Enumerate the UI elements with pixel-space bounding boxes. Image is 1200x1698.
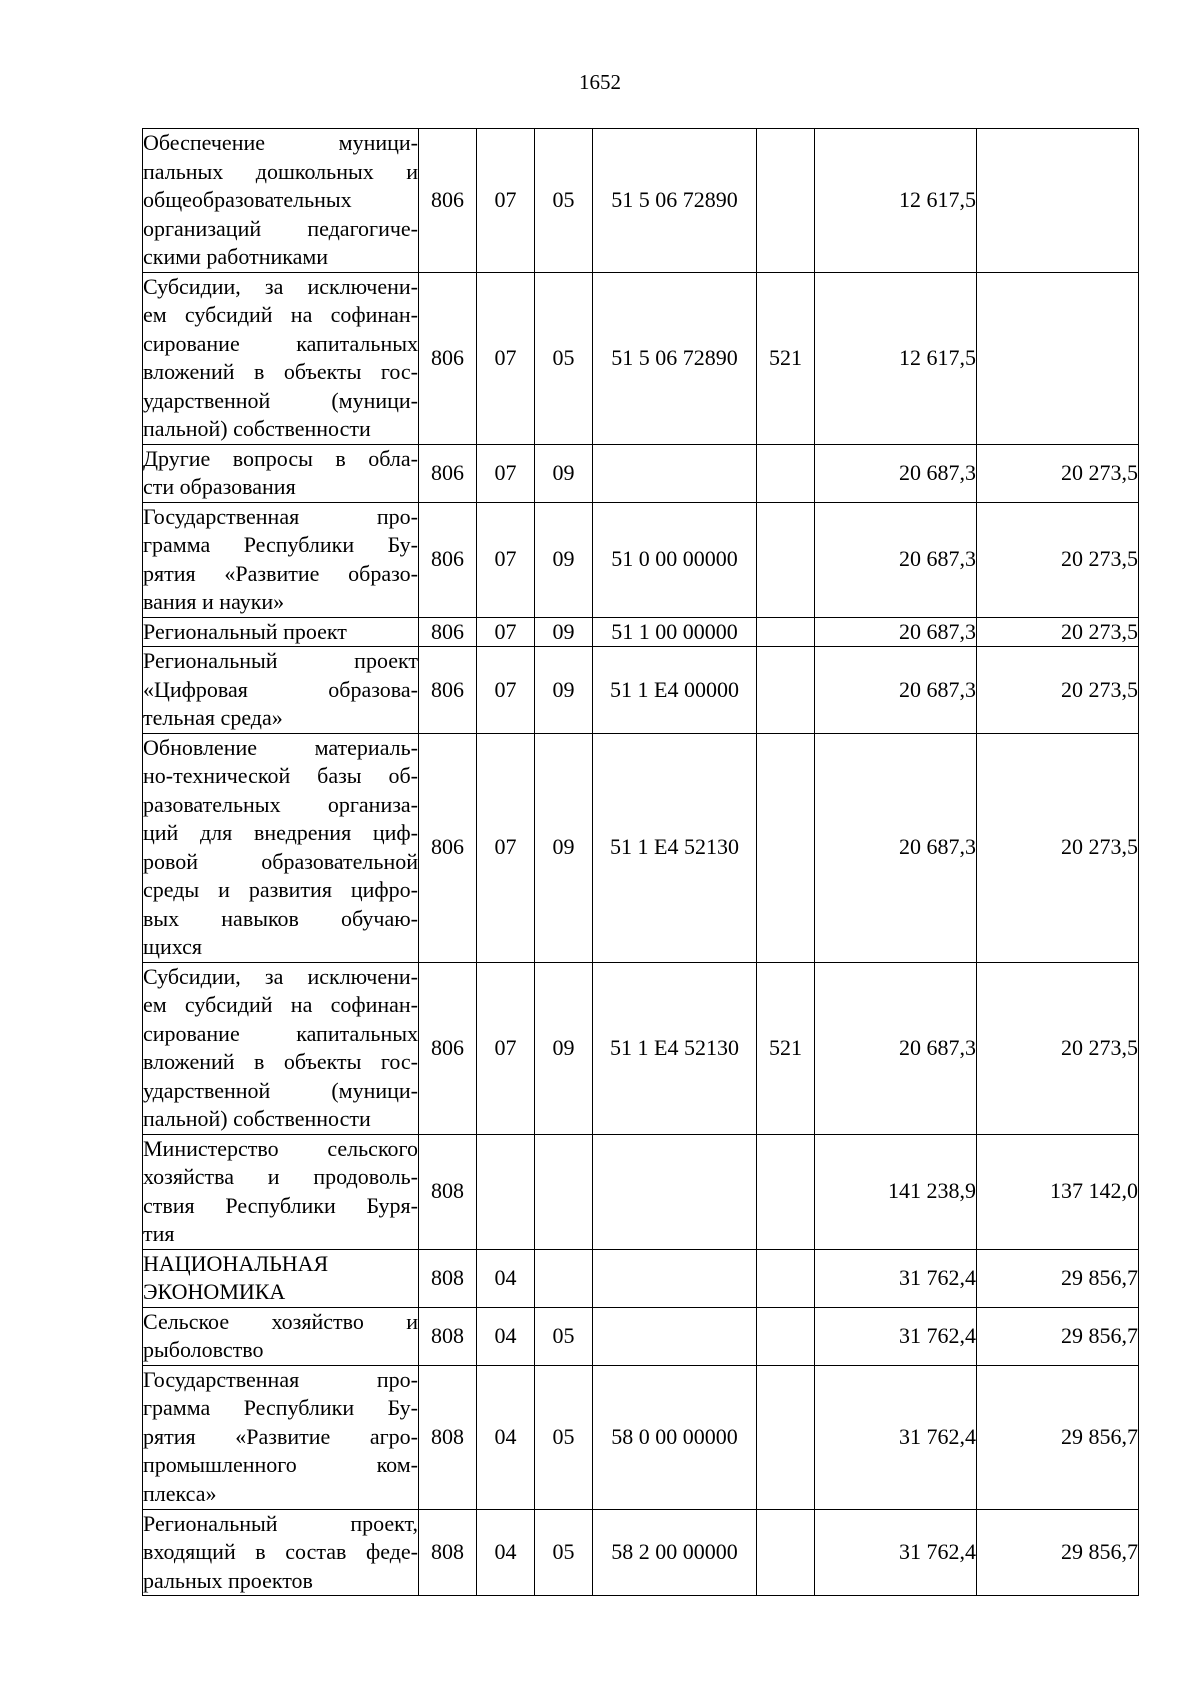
row-name-line: ударственной (муници- <box>143 387 418 413</box>
section-code: 07 <box>477 733 535 962</box>
expense-type-code <box>757 1365 815 1509</box>
row-name-line: Сельское хозяйство и <box>143 1308 418 1334</box>
row-name-line: тия <box>143 1221 175 1246</box>
amount-year-2: 20 273,5 <box>977 502 1139 617</box>
expense-type-code <box>757 733 815 962</box>
expense-type-code: 521 <box>757 962 815 1134</box>
section-code: 07 <box>477 502 535 617</box>
amount-year-2: 29 856,7 <box>977 1509 1139 1596</box>
row-name <box>143 1307 419 1365</box>
subsection-code: 05 <box>535 1365 593 1509</box>
expense-type-code <box>757 129 815 273</box>
table-row <box>143 647 1139 734</box>
row-name-line: ций для внедрения циф- <box>143 820 418 845</box>
row-name <box>143 962 419 1134</box>
row-name-line: Региональный проект <box>143 618 347 644</box>
target-article-code <box>593 444 757 502</box>
section-code: 04 <box>477 1307 535 1365</box>
target-article-code: 51 1 00 00000 <box>593 617 757 647</box>
row-name <box>143 617 419 647</box>
section-code: 04 <box>477 1365 535 1509</box>
row-name-line: «Цифровая образова- <box>143 676 418 702</box>
row-name-line: Обновление материаль- <box>143 734 418 760</box>
table-row <box>143 962 1139 1134</box>
subsection-code: 09 <box>535 502 593 617</box>
subsection-code <box>535 1134 593 1249</box>
row-name-line: вых навыков обучаю- <box>143 905 418 931</box>
expense-type-code <box>757 647 815 734</box>
expense-type-code: 521 <box>757 272 815 444</box>
ministry-code: 806 <box>419 962 477 1134</box>
amount-year-1: 31 762,4 <box>815 1365 977 1509</box>
amount-year-1: 20 687,3 <box>815 444 977 502</box>
row-name-line: плекса» <box>143 1480 217 1506</box>
amount-year-2: 137 142,0 <box>977 1134 1139 1249</box>
subsection-code: 09 <box>535 444 593 502</box>
amount-year-1: 31 762,4 <box>815 1249 977 1307</box>
amount-year-1: 20 687,3 <box>815 502 977 617</box>
ministry-code: 806 <box>419 647 477 734</box>
row-name <box>143 1509 419 1596</box>
subsection-code: 05 <box>535 1307 593 1365</box>
table-row <box>143 733 1139 962</box>
ministry-code: 806 <box>419 502 477 617</box>
row-name <box>143 502 419 617</box>
row-name-line: вложений в объекты гос- <box>143 359 418 384</box>
row-name-line: рыболовство <box>143 1337 264 1362</box>
amount-year-1: 141 238,9 <box>815 1134 977 1249</box>
row-name-line: рятия «Развитие агро- <box>143 1423 418 1449</box>
expense-type-code <box>757 1307 815 1365</box>
amount-year-2: 20 273,5 <box>977 444 1139 502</box>
expense-type-code <box>757 617 815 647</box>
section-code: 07 <box>477 617 535 647</box>
table-row <box>143 444 1139 502</box>
subsection-code: 05 <box>535 1509 593 1596</box>
table-row <box>143 1249 1139 1307</box>
row-name <box>143 1249 419 1307</box>
ministry-code: 806 <box>419 617 477 647</box>
row-name-line: Субсидии, за исключени- <box>143 273 418 299</box>
section-code: 07 <box>477 129 535 273</box>
ministry-code: 806 <box>419 444 477 502</box>
row-name-line: рятия «Развитие образо- <box>143 560 418 586</box>
expense-type-code <box>757 502 815 617</box>
row-name-line: организаций педагогиче- <box>143 215 418 241</box>
row-name-line: Государственная про- <box>143 1366 418 1392</box>
row-name-line: пальной) собственности <box>143 416 371 441</box>
ministry-code: 808 <box>419 1134 477 1249</box>
amount-year-1: 31 762,4 <box>815 1509 977 1596</box>
row-name-line: ем субсидий на софинан- <box>143 302 418 327</box>
target-article-code <box>593 1307 757 1365</box>
ministry-code: 808 <box>419 1307 477 1365</box>
ministry-code: 806 <box>419 129 477 273</box>
table-row <box>143 272 1139 444</box>
row-name-line: Субсидии, за исключени- <box>143 963 418 989</box>
target-article-code: 51 5 06 72890 <box>593 272 757 444</box>
row-name-line: но-технической базы об- <box>143 763 418 788</box>
row-name-line: Государственная про- <box>143 503 418 529</box>
row-name-line: щихся <box>143 934 202 959</box>
target-article-code <box>593 1249 757 1307</box>
row-name-line: ствия Республики Буря- <box>143 1192 418 1218</box>
table-row <box>143 1134 1139 1249</box>
subsection-code: 05 <box>535 129 593 273</box>
amount-year-1: 20 687,3 <box>815 647 977 734</box>
row-name-line: скими работниками <box>143 244 329 269</box>
row-name-line: НАЦИОНАЛЬНАЯ <box>143 1250 329 1276</box>
amount-year-2: 20 273,5 <box>977 617 1139 647</box>
amount-year-2: 20 273,5 <box>977 962 1139 1134</box>
target-article-code: 51 0 00 00000 <box>593 502 757 617</box>
row-name-line: среды и развития цифро- <box>143 877 418 902</box>
ministry-code: 808 <box>419 1365 477 1509</box>
amount-year-1: 12 617,5 <box>815 129 977 273</box>
amount-year-1: 20 687,3 <box>815 617 977 647</box>
amount-year-2: 20 273,5 <box>977 733 1139 962</box>
ministry-code: 806 <box>419 733 477 962</box>
row-name-line: вания и науки» <box>143 589 285 614</box>
row-name-line: пальной) собственности <box>143 1106 371 1131</box>
amount-year-1: 20 687,3 <box>815 962 977 1134</box>
page-number: 1652 <box>579 70 621 94</box>
subsection-code <box>535 1249 593 1307</box>
table-row <box>143 1509 1139 1596</box>
row-name-line: входящий в состав феде- <box>143 1539 418 1564</box>
row-name-line: тельная среда» <box>143 705 283 730</box>
row-name <box>143 733 419 962</box>
expense-type-code <box>757 1134 815 1249</box>
row-name <box>143 272 419 444</box>
amount-year-2 <box>977 272 1139 444</box>
table-row <box>143 129 1139 273</box>
table-row <box>143 1365 1139 1509</box>
row-name <box>143 1365 419 1509</box>
amount-year-1: 20 687,3 <box>815 733 977 962</box>
subsection-code: 09 <box>535 647 593 734</box>
row-name-line: ударственной (муници- <box>143 1077 418 1103</box>
section-code: 07 <box>477 962 535 1134</box>
target-article-code: 58 0 00 00000 <box>593 1365 757 1509</box>
amount-year-1: 31 762,4 <box>815 1307 977 1365</box>
row-name-line: грамма Республики Бу- <box>143 532 418 557</box>
row-name-line: пальных дошкольных и <box>143 158 418 184</box>
table-row <box>143 617 1139 647</box>
row-name <box>143 1134 419 1249</box>
row-name-line: хозяйства и продоволь- <box>143 1164 418 1189</box>
table-row <box>143 1307 1139 1365</box>
row-name-line: сирование капитальных <box>143 1020 418 1046</box>
section-code: 07 <box>477 272 535 444</box>
expense-type-code <box>757 444 815 502</box>
row-name-line: ральных проектов <box>143 1567 313 1593</box>
subsection-code: 05 <box>535 272 593 444</box>
row-name-line: Обеспечение муници- <box>143 130 418 155</box>
budget-table <box>142 128 1139 1596</box>
row-name-line: ровой образовательной <box>143 848 418 874</box>
section-code: 04 <box>477 1509 535 1596</box>
row-name-line: разовательных организа- <box>143 791 418 817</box>
target-article-code: 51 5 06 72890 <box>593 129 757 273</box>
subsection-code: 09 <box>535 733 593 962</box>
amount-year-2: 29 856,7 <box>977 1365 1139 1509</box>
row-name-line: грамма Республики Бу- <box>143 1395 418 1421</box>
amount-year-1: 12 617,5 <box>815 272 977 444</box>
ministry-code: 808 <box>419 1509 477 1596</box>
row-name-line: общеобразовательных <box>143 187 352 212</box>
section-code: 07 <box>477 444 535 502</box>
row-name-line: Министерство сельского <box>143 1135 418 1161</box>
section-code: 07 <box>477 647 535 734</box>
target-article-code: 58 2 00 00000 <box>593 1509 757 1596</box>
row-name-line: вложений в объекты гос- <box>143 1049 418 1074</box>
subsection-code: 09 <box>535 962 593 1134</box>
ministry-code: 806 <box>419 272 477 444</box>
target-article-code: 51 1 Е4 52130 <box>593 733 757 962</box>
row-name-line: ЭКОНОМИКА <box>143 1279 286 1304</box>
row-name-line: сти образования <box>143 474 296 499</box>
section-code: 04 <box>477 1249 535 1307</box>
row-name-line: промышленного ком- <box>143 1452 418 1478</box>
amount-year-2: 20 273,5 <box>977 647 1139 734</box>
table-row <box>143 502 1139 617</box>
row-name <box>143 444 419 502</box>
amount-year-2 <box>977 129 1139 273</box>
ministry-code: 808 <box>419 1249 477 1307</box>
target-article-code <box>593 1134 757 1249</box>
amount-year-2: 29 856,7 <box>977 1249 1139 1307</box>
row-name-line: сирование капитальных <box>143 330 418 356</box>
expense-type-code <box>757 1509 815 1596</box>
row-name-line: Региональный проект <box>143 648 418 673</box>
row-name-line: Региональный проект, <box>143 1510 418 1536</box>
target-article-code: 51 1 Е4 52130 <box>593 962 757 1134</box>
row-name-line: ем субсидий на софинан- <box>143 992 418 1017</box>
section-code <box>477 1134 535 1249</box>
row-name-line: Другие вопросы в обла- <box>143 445 418 471</box>
expense-type-code <box>757 1249 815 1307</box>
amount-year-2: 29 856,7 <box>977 1307 1139 1365</box>
row-name <box>143 647 419 734</box>
target-article-code: 51 1 Е4 00000 <box>593 647 757 734</box>
row-name <box>143 129 419 273</box>
subsection-code: 09 <box>535 617 593 647</box>
